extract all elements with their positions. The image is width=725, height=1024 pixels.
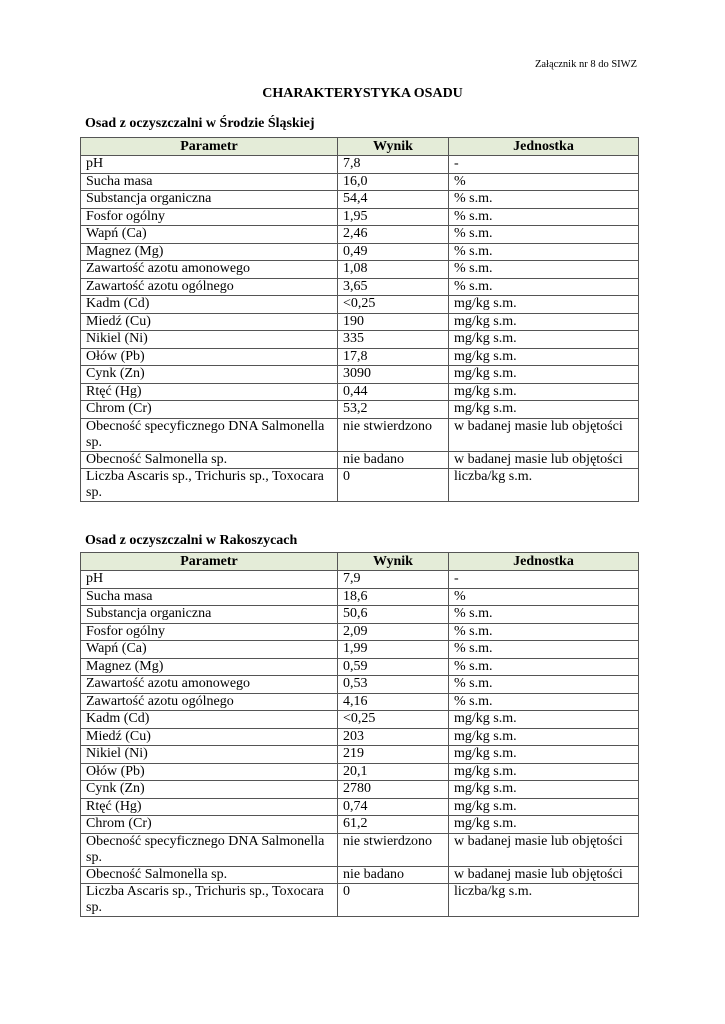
document-title: CHARAKTERYSTYKA OSADU [262, 86, 463, 101]
cell-result: 0,49 [338, 243, 449, 261]
cell-parameter: Substancja organiczna [81, 606, 338, 624]
cell-unit: w badanej masie lub objętości [449, 451, 639, 469]
table-row [81, 571, 639, 589]
cell-unit: w badanej masie lub objętości [449, 418, 639, 451]
cell-result: 2,46 [338, 226, 449, 244]
table-row [81, 623, 639, 641]
table-header-row [81, 553, 639, 571]
cell-unit: mg/kg s.m. [449, 366, 639, 384]
cell-unit: mg/kg s.m. [449, 348, 639, 366]
table-body-sroda [81, 156, 639, 502]
table-row [81, 331, 639, 349]
cell-parameter: Sucha masa [81, 588, 338, 606]
header-result: Wynik [338, 553, 449, 571]
cell-unit: % s.m. [449, 676, 639, 694]
cell-unit: % s.m. [449, 226, 639, 244]
header-unit: Jednostka [449, 553, 639, 571]
cell-result: 1,08 [338, 261, 449, 279]
cell-result: 335 [338, 331, 449, 349]
cell-result: 219 [338, 746, 449, 764]
cell-parameter: Kadm (Cd) [81, 296, 338, 314]
cell-result: 17,8 [338, 348, 449, 366]
cell-result: 20,1 [338, 763, 449, 781]
cell-parameter: Rtęć (Hg) [81, 798, 338, 816]
cell-unit: w badanej masie lub objętości [449, 866, 639, 884]
table-row [81, 208, 639, 226]
cell-parameter: Zawartość azotu amonowego [81, 676, 338, 694]
table-row [81, 866, 639, 884]
cell-unit: mg/kg s.m. [449, 816, 639, 834]
header-parameter: Parametr [81, 138, 338, 156]
cell-parameter: Zawartość azotu amonowego [81, 261, 338, 279]
table-row [81, 606, 639, 624]
header-result: Wynik [338, 138, 449, 156]
cell-unit: mg/kg s.m. [449, 711, 639, 729]
table-row [81, 451, 639, 469]
table-row [81, 798, 639, 816]
cell-parameter: Zawartość azotu ogólnego [81, 693, 338, 711]
section-title-sroda: Osad z oczyszczalni w Środzie Śląskiej [85, 116, 315, 131]
cell-result: 2,09 [338, 623, 449, 641]
cell-unit: % s.m. [449, 606, 639, 624]
cell-result: 0,59 [338, 658, 449, 676]
table-row [81, 469, 639, 502]
cell-result: 4,16 [338, 693, 449, 711]
table-row [81, 243, 639, 261]
cell-result: 1,95 [338, 208, 449, 226]
cell-parameter: Wapń (Ca) [81, 226, 338, 244]
table-row [81, 693, 639, 711]
cell-unit: % s.m. [449, 243, 639, 261]
cell-parameter: Magnez (Mg) [81, 243, 338, 261]
cell-parameter: Miedź (Cu) [81, 313, 338, 331]
cell-unit: % s.m. [449, 278, 639, 296]
cell-parameter: Fosfor ogólny [81, 623, 338, 641]
cell-unit: mg/kg s.m. [449, 383, 639, 401]
cell-unit: % s.m. [449, 208, 639, 226]
table-body-rakoszyce [81, 571, 639, 917]
cell-parameter: Ołów (Pb) [81, 763, 338, 781]
cell-result: nie badano [338, 866, 449, 884]
cell-parameter: Wapń (Ca) [81, 641, 338, 659]
table-row [81, 641, 639, 659]
cell-unit: mg/kg s.m. [449, 763, 639, 781]
table-row [81, 313, 639, 331]
cell-result: 2780 [338, 781, 449, 799]
cell-unit: mg/kg s.m. [449, 798, 639, 816]
cell-parameter: Liczba Ascaris sp., Trichuris sp., Toxocara sp. [81, 884, 338, 917]
cell-result: 61,2 [338, 816, 449, 834]
cell-parameter: Ołów (Pb) [81, 348, 338, 366]
cell-result: 3090 [338, 366, 449, 384]
cell-parameter: Kadm (Cd) [81, 711, 338, 729]
cell-parameter: Sucha masa [81, 173, 338, 191]
cell-unit: % s.m. [449, 191, 639, 209]
cell-unit: mg/kg s.m. [449, 296, 639, 314]
cell-result: 203 [338, 728, 449, 746]
sludge-table-rakoszyce [80, 552, 639, 917]
cell-result: 0 [338, 469, 449, 502]
cell-parameter: Nikiel (Ni) [81, 746, 338, 764]
table-row [81, 296, 639, 314]
cell-result: 50,6 [338, 606, 449, 624]
cell-unit: w badanej masie lub objętości [449, 833, 639, 866]
table-row [81, 781, 639, 799]
cell-unit: mg/kg s.m. [449, 331, 639, 349]
cell-unit: % [449, 588, 639, 606]
cell-unit: liczba/kg s.m. [449, 469, 639, 502]
table-row [81, 746, 639, 764]
cell-parameter: Obecność specyficznego DNA Salmonella sp. [81, 418, 338, 451]
cell-result: 0 [338, 884, 449, 917]
cell-unit: % s.m. [449, 261, 639, 279]
cell-unit: % s.m. [449, 693, 639, 711]
cell-parameter: Chrom (Cr) [81, 816, 338, 834]
cell-unit: - [449, 571, 639, 589]
table-row [81, 156, 639, 174]
table-row [81, 816, 639, 834]
cell-result: 1,99 [338, 641, 449, 659]
cell-result: 190 [338, 313, 449, 331]
table-row [81, 676, 639, 694]
table-row [81, 711, 639, 729]
table-row [81, 588, 639, 606]
cell-result: nie badano [338, 451, 449, 469]
sludge-table-sroda [80, 137, 639, 502]
table-row [81, 763, 639, 781]
table-row [81, 401, 639, 419]
cell-parameter: Obecność Salmonella sp. [81, 866, 338, 884]
cell-result: 16,0 [338, 173, 449, 191]
header-parameter: Parametr [81, 553, 338, 571]
cell-result: 53,2 [338, 401, 449, 419]
cell-unit: % s.m. [449, 658, 639, 676]
header-unit: Jednostka [449, 138, 639, 156]
cell-unit: liczba/kg s.m. [449, 884, 639, 917]
cell-parameter: pH [81, 156, 338, 174]
cell-parameter: pH [81, 571, 338, 589]
cell-unit: mg/kg s.m. [449, 746, 639, 764]
cell-result: 0,74 [338, 798, 449, 816]
cell-parameter: Nikiel (Ni) [81, 331, 338, 349]
table-header-row [81, 138, 639, 156]
annex-label: Załącznik nr 8 do SIWZ [534, 59, 637, 70]
cell-unit: % [449, 173, 639, 191]
cell-result: 7,8 [338, 156, 449, 174]
cell-result: 7,9 [338, 571, 449, 589]
cell-unit: % s.m. [449, 641, 639, 659]
cell-result: nie stwierdzono [338, 833, 449, 866]
table-row [81, 226, 639, 244]
cell-unit: % s.m. [449, 623, 639, 641]
cell-result: 0,53 [338, 676, 449, 694]
cell-result: 3,65 [338, 278, 449, 296]
cell-result: 18,6 [338, 588, 449, 606]
table-row [81, 261, 639, 279]
cell-parameter: Obecność specyficznego DNA Salmonella sp. [81, 833, 338, 866]
table-row [81, 728, 639, 746]
cell-unit: mg/kg s.m. [449, 313, 639, 331]
cell-unit: mg/kg s.m. [449, 728, 639, 746]
cell-result: 0,44 [338, 383, 449, 401]
cell-result: 54,4 [338, 191, 449, 209]
cell-parameter: Cynk (Zn) [81, 366, 338, 384]
cell-parameter: Substancja organiczna [81, 191, 338, 209]
cell-parameter: Miedź (Cu) [81, 728, 338, 746]
table-row [81, 348, 639, 366]
cell-unit: mg/kg s.m. [449, 781, 639, 799]
cell-parameter: Magnez (Mg) [81, 658, 338, 676]
cell-parameter: Cynk (Zn) [81, 781, 338, 799]
cell-result: <0,25 [338, 296, 449, 314]
section-title-rakoszyce: Osad z oczyszczalni w Rakoszycach [85, 533, 298, 548]
table-row [81, 418, 639, 451]
table-row [81, 383, 639, 401]
cell-result: <0,25 [338, 711, 449, 729]
table-row [81, 191, 639, 209]
cell-parameter: Chrom (Cr) [81, 401, 338, 419]
cell-result: nie stwierdzono [338, 418, 449, 451]
cell-parameter: Zawartość azotu ogólnego [81, 278, 338, 296]
table-row [81, 173, 639, 191]
table-row [81, 833, 639, 866]
cell-parameter: Liczba Ascaris sp., Trichuris sp., Toxocara sp. [81, 469, 338, 502]
cell-parameter: Fosfor ogólny [81, 208, 338, 226]
table-row [81, 658, 639, 676]
cell-parameter: Rtęć (Hg) [81, 383, 338, 401]
table-row [81, 278, 639, 296]
cell-parameter: Obecność Salmonella sp. [81, 451, 338, 469]
cell-unit: - [449, 156, 639, 174]
table-row [81, 884, 639, 917]
table-row [81, 366, 639, 384]
cell-unit: mg/kg s.m. [449, 401, 639, 419]
